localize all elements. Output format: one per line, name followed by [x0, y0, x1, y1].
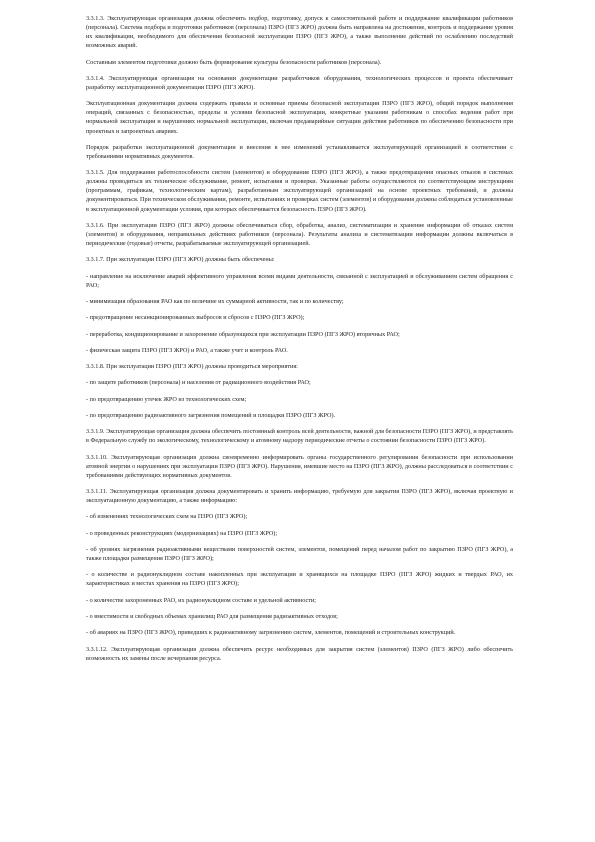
list-item: - переработка, кондиционирование и захоронение образующихся при эксплуатации ПЗРО (ПГЗ ЖРО) вторичных РАО; [86, 330, 400, 338]
list-item: - по предотвращению утечек ЖРО из технологических схем; [86, 395, 247, 403]
paragraph-3-3-1-12: 3.3.1.12. Эксплуатирующая организация должна обеспечить ресурс необходимых для закрытия систем (элементов) ПЗРО (ПГЗ ЖРО) либо обеспечить возможность их замены после исчерпания ресурса. [86, 645, 513, 662]
paragraph-3-3-1-9: 3.3.1.9. Эксплуатирующая организация должна обеспечить постоянный контроль всей деятельности, важной для безопасности ПЗРО (ПГЗ ЖРО), и представлять в Федеральную службу по экологическому, технологическому и атомному надзору периодические отчеты о состоянии безопасности ПЗРО (ПГЗ ЖРО). [86, 428, 513, 445]
list-item: - предотвращение несанкционированных выбросов и сбросов с ПЗРО (ПГЗ ЖРО); [86, 314, 305, 322]
paragraph-3-3-1-3: 3.3.1.3. Эксплуатирующая организация должна обеспечить подбор, подготовку, допуск к самостоятельной работе и поддержание квалификации работников (персонала). Система подбора и подготовки работников (персонала) ПЗРО (ПГЗ ЖРО) должна быть направлена на достижение, контроль и поддержание уровня их квалификации, необходимого для обеспечения безопасной эксплуатации ПЗРО (ПГЗ ЖРО), а также выполнение действий по ослаблению последствий возможных аварий. [86, 15, 513, 50]
list-item: - о вместимости и свободных объемах хранилищ РАО для размещения радиоактивных отходов; [86, 613, 338, 620]
list-item: - об авариях на ПЗРО (ПГЗ ЖРО), приведших к радиоактивному загрязнению систем, элементов, помещений и строительных конструкций. [86, 629, 456, 637]
list-item: - об изменениях технологических схем на ПЗРО (ПГЗ ЖРО); [86, 513, 248, 521]
list-item: - о количестве захороненных РАО, их радионуклидном составе и удельной активности; [86, 596, 316, 604]
list-item: - об уровнях загрязнения радиоактивными веществами поверхностей систем, элементов, помещений перед началом работ по закрытию ПЗРО (ПГЗ ЖРО), а также площадки размещения ПЗРО (ПГЗ ЖРО); [86, 545, 513, 563]
paragraph-3-3-1-7: 3.3.1.7. При эксплуатации ПЗРО (ПГЗ ЖРО) должны быть обеспечены: [86, 256, 275, 264]
paragraph-3-3-1-4: 3.3.1.4. Эксплуатирующая организация на основании документации разработчиков оборудования, технологических процессов и проекта обеспечивает разработку эксплуатационной документации ПЗРО (ПГЗ ЖРО). [86, 74, 513, 91]
paragraph-safety-culture: Составным элементом подготовки должно быть формирование культуры безопасности работников (персонала). [86, 58, 382, 66]
paragraph-operational-documentation: Эксплуатационная документация должна содержать правила и основные приемы безопасной эксплуатации ПЗРО (ПГЗ ЖРО), общий порядок выполнения операций, связанных с безопасностью, пределы и условия безопасной эксплуатации, конкретные указания работникам о способах ведения работ при нормальной эксплуатации и нарушениях нормальной эксплуатации, включая предаварийные ситуации действия работников по обеспечению безопасности при проектных и запроектных авариях. [86, 100, 513, 135]
paragraph-3-3-1-11: 3.3.1.11. Эксплуатирующая организация должна документировать и хранить информацию, требуемую для закрытия ПЗРО (ПГЗ ЖРО), включая проектную и эксплуатационную документацию, а также информацию: [86, 488, 513, 505]
paragraph-3-3-1-8: 3.3.1.8. При эксплуатации ПЗРО (ПГЗ ЖРО) должны проводиться мероприятия: [86, 363, 298, 371]
list-item: - по предотвращению радиоактивного загрязнения помещений и площадки ПЗРО (ПГЗ ЖРО). [86, 411, 336, 419]
list-item: - минимизация образования РАО как по величине их суммарной активности, так и по количеству; [86, 297, 344, 305]
paragraph-documentation-procedure: Порядок разработки эксплуатационной документации и внесения в нее изменений устанавливается эксплуатирующей организацией в соответствии с требованиями нормативных документов. [86, 143, 513, 160]
list-item: - о количестве и радионуклидном составе накопленных при эксплуатации и хранящихся на площадке ПЗРО (ПГЗ ЖРО) жидких и твердых РАО, их характеристиках и местах хранения на ПЗРО (ПГЗ ЖРО); [86, 571, 513, 588]
paragraph-3-3-1-5: 3.3.1.5. Для поддержания работоспособности систем (элементов) и оборудования ПЗРО (ПГЗ ЖРО), а также предотвращения опасных отказов в системах должны проводиться их техническое обслуживание, ремонт, испытания и проверки. Указанные работы осуществляются по соответствующим инструкциям (программам, графикам, технологическим картам), разработанным эксплуатирующей организацией на основе проектных требований, и должны документироваться. При техническом обслуживании, ремонте, испытаниях и проверках систем (элементов) и оборудования должны соблюдаться установленные в эксплуатационной документации условия, при которых обеспечивается безопасность ПЗРО (ПГЗ ЖРО). [86, 169, 513, 213]
list-item: - о проведенных реконструкциях (модернизациях) на ПЗРО (ПГЗ ЖРО); [86, 529, 278, 537]
paragraph-3-3-1-6: 3.3.1.6. При эксплуатации ПЗРО (ПГЗ ЖРО) должны обеспечиваться сбор, обработка, анализ, систематизация и хранение информации об отказах систем (элементов) и оборудования, неправильных действиях работников (персонала). Результаты анализа и систематизации информации должны включаться в периодические (годовые) отчеты, разрабатываемые эксплуатирующей организацией. [86, 221, 513, 247]
list-item: - физическая защита ПЗРО (ПГЗ ЖРО) и РАО, а также учет и контроль РАО. [86, 346, 288, 354]
list-item: - направление на исключение аварий эффективного управления всеми видами деятельности, связанной с эксплуатацией и обслуживанием систем обращения с РАО; [86, 272, 513, 289]
list-item: - по защите работников (персонала) и населения от радиационного воздействия РАО; [86, 379, 311, 387]
paragraph-3-3-1-10: 3.3.1.10. Эксплуатирующая организация должна своевременно информировать органы государственного регулирования безопасности при использовании атомной энергии о нарушениях при эксплуатации ПЗРО (ПГЗ ЖРО). Нарушения, имевшие место на ПЗРО (ПГЗ ЖРО), должны расследоваться в соответствии с требованиями действующих нормативных документов. [86, 453, 513, 479]
